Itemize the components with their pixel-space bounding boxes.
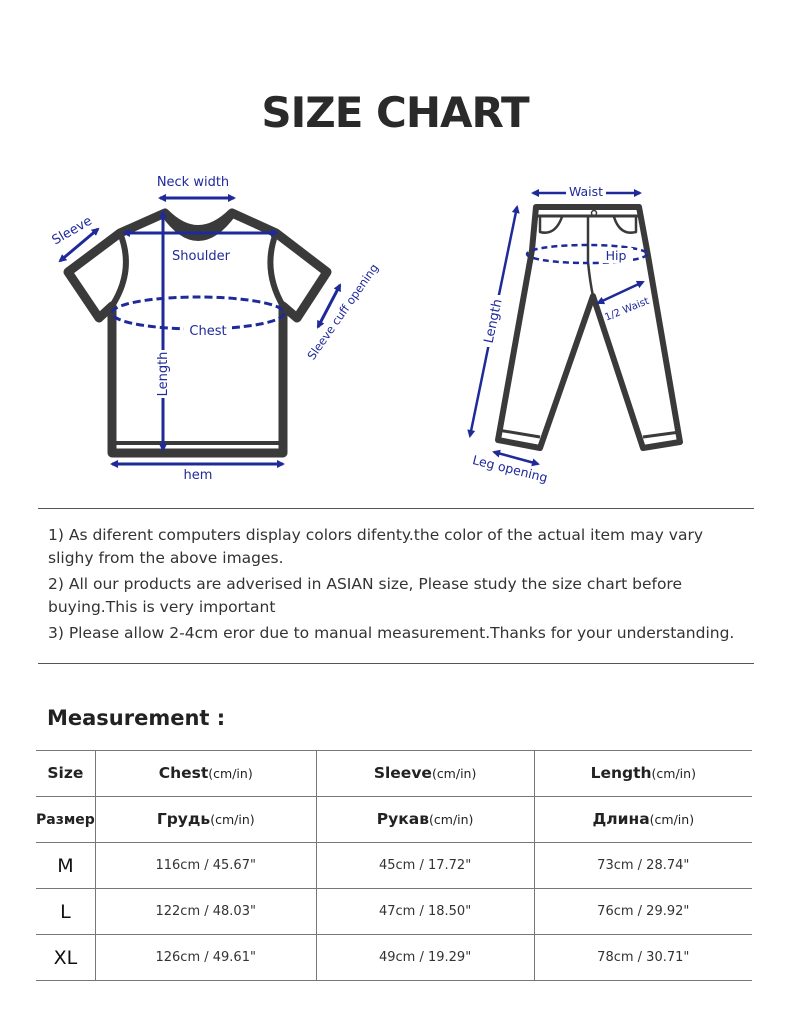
size-cell: XL — [36, 935, 95, 981]
table-header-en — [36, 751, 752, 797]
header-sleeve-ru-unit: (cm/in) — [429, 812, 474, 827]
tshirt-chest-label: Chest — [189, 324, 227, 339]
pants-outline — [498, 207, 680, 448]
header-length-ru-unit: (cm/in) — [649, 812, 695, 827]
table-row — [36, 935, 752, 981]
header-chest-ru: Грудь — [156, 810, 211, 828]
size-cell: L — [36, 889, 95, 935]
length-cell: 73cm / 28.74" — [534, 843, 752, 889]
pants-leg-opening-label: Leg opening — [470, 452, 550, 486]
header-chest: Chest — [158, 764, 209, 782]
tshirt-sleeve-label: Sleeve — [49, 213, 95, 249]
tshirt-sleeve-cuff-label: Sleeve cuff opening — [304, 261, 382, 363]
header-chest-unit: (cm/in) — [208, 766, 253, 781]
header-size: Size — [47, 764, 84, 782]
pants-hip-label: Hip — [605, 248, 627, 263]
sleeve-cell: 45cm / 17.72" — [316, 843, 534, 889]
header-chest-ru-unit: (cm/in) — [210, 812, 255, 827]
table-header-ru — [36, 797, 752, 843]
measurement-title: Measurement : — [47, 706, 226, 730]
garment-diagram — [0, 160, 790, 500]
sleeve-cell: 49cm / 19.29" — [316, 935, 534, 981]
length-cell: 76cm / 29.92" — [534, 889, 752, 935]
table-row — [36, 843, 752, 889]
divider-bottom — [38, 663, 754, 664]
chest-cell: 126cm / 49.61" — [95, 935, 316, 981]
chest-cell: 122cm / 48.03" — [95, 889, 316, 935]
chest-cell: 116cm / 45.67" — [95, 843, 316, 889]
pants-waist-label: Waist — [568, 184, 604, 199]
note-3: 3) Please allow 2-4cm eror due to manual measurement.Thanks for your understanding. — [48, 624, 735, 642]
table-row — [36, 889, 752, 935]
note-2: 2) All our products are adverised in ASIAN size, Please study the size chart before buying.This is very important — [48, 575, 682, 616]
notes — [48, 524, 748, 648]
header-sleeve-ru: Рукав — [376, 810, 430, 828]
length-cell: 78cm / 30.71" — [534, 935, 752, 981]
header-sleeve: Sleeve — [373, 764, 432, 782]
size-table — [36, 750, 752, 981]
note-1: 1) As diferent computers display colors difenty.the color of the actual item may vary slighy from the above images. — [48, 526, 703, 567]
header-length-unit: (cm/in) — [651, 766, 696, 781]
pants-length-label: Length — [481, 297, 506, 345]
tshirt-shoulder-label: Shoulder — [172, 249, 230, 264]
page-title: SIZE CHART — [261, 88, 529, 137]
tshirt-length-label: Length — [156, 351, 171, 397]
divider-top — [38, 508, 754, 509]
header-size-ru: Размер — [36, 811, 95, 828]
pants-half-waist-label: 1/2 Waist — [603, 295, 651, 324]
tshirt-neck-width-label: Neck width — [156, 175, 230, 190]
header-length-ru: Длина — [592, 810, 650, 828]
header-sleeve-unit: (cm/in) — [431, 766, 477, 781]
tshirt-hem-label: hem — [183, 468, 213, 483]
sleeve-cell: 47cm / 18.50" — [316, 889, 534, 935]
header-length: Length — [590, 764, 652, 782]
size-cell: M — [36, 843, 95, 889]
